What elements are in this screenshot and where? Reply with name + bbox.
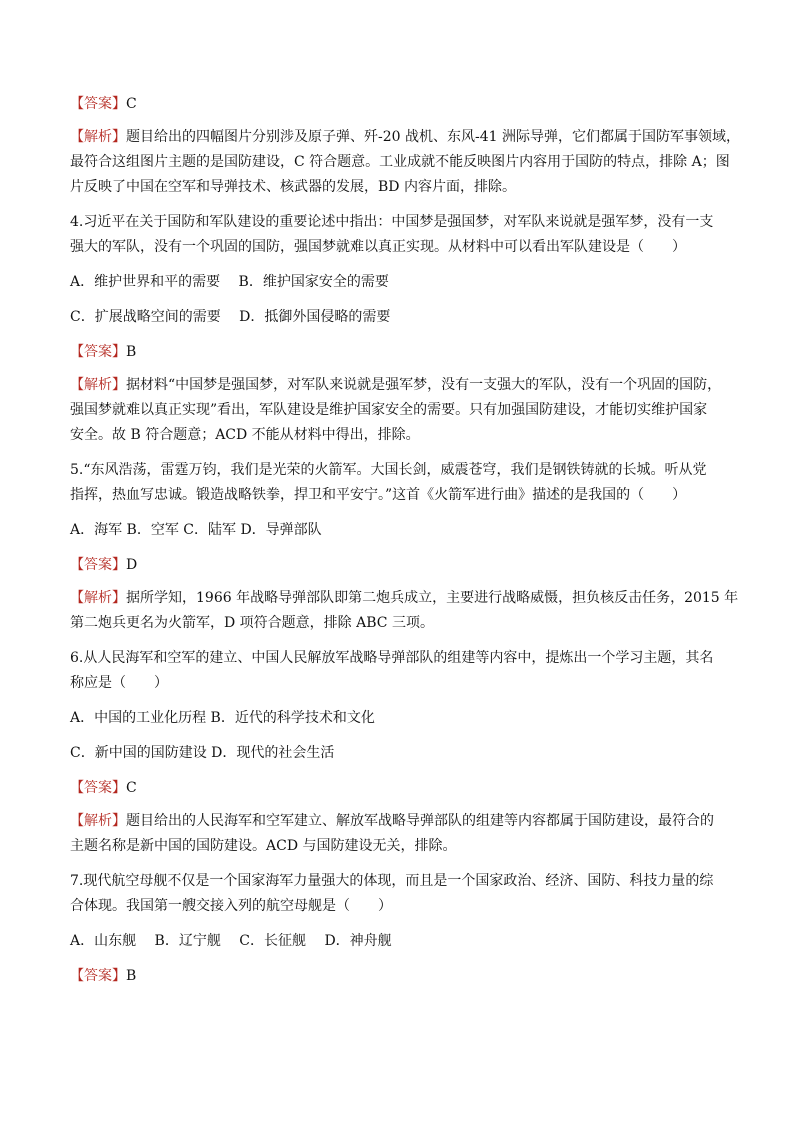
explanation xyxy=(70,586,739,636)
question-line: 7.现代航空母舰不仅是一个国家海军力量强大的体现，而且是一个国家政治、经济、国防、科技力量的综 xyxy=(70,873,714,889)
answer-line xyxy=(70,553,726,578)
options-line: A．山东舰 B．辽宁舰 C．长征舰 D．神舟舰 xyxy=(70,933,392,949)
question-5 xyxy=(70,458,726,508)
options-line: A．中国的工业化历程 B．近代的科学技术和文化 xyxy=(70,710,375,726)
options-line: C．新中国的国防建设 D．现代的社会生活 xyxy=(70,745,335,761)
explanation xyxy=(70,373,726,448)
options-line: A．海军 B．空军 C．陆军 D．导弹部队 xyxy=(70,522,322,538)
answer-line xyxy=(70,776,726,801)
answer-label: 【答案】 xyxy=(70,96,126,112)
explanation xyxy=(70,125,740,200)
explanation-label: 【解析】 xyxy=(70,813,126,829)
explanation-line: 最符合这组图片主题的是国防建设，C 符合题意。工业成就不能反映图片内容用于国防的特点，排除 A；图 xyxy=(70,154,730,170)
options-line: C．扩展战略空间的需要 D．抵御外国侵略的需要 xyxy=(70,309,391,325)
answer-line xyxy=(70,340,726,365)
explanation-line: 据所学知，1966 年战略导弹部队即第二炮兵成立，主要进行战略威慑，担负核反击任务，2015 年 xyxy=(126,590,739,606)
answer-line xyxy=(70,92,726,117)
options-line: A．维护世界和平的需要 B．维护国家安全的需要 xyxy=(70,274,389,290)
answer-label: 【答案】 xyxy=(70,344,126,360)
question-line: 5.“东风浩荡，雷霆万钧，我们是光荣的火箭军。大国长剑，威震苍穹，我们是钢铁铸就的长城。听从党 xyxy=(70,462,707,478)
question-7 xyxy=(70,869,726,919)
answer-value: B xyxy=(126,968,137,984)
explanation-label: 【解析】 xyxy=(70,377,126,393)
question-line: 4.习近平在关于国防和军队建设的重要论述中指出：中国梦是强国梦，对军队来说就是强军梦，没有一支 xyxy=(70,214,714,230)
answer-line xyxy=(70,964,726,989)
explanation-line: 片反映了中国在空军和导弹技术、核武器的发展，BD 内容片面，排除。 xyxy=(70,179,516,195)
question-6 xyxy=(70,646,726,696)
question-line: 合体现。我国第一艘交接入列的航空母舰是（ ） xyxy=(70,898,392,914)
question-line: 指挥，热血写忠诚。锻造战略铁拳，捍卫和平安宁。”这首《火箭军进行曲》描述的是我国的（ ） xyxy=(70,487,687,503)
explanation-label: 【解析】 xyxy=(70,590,126,606)
explanation-line: 安全。故 B 符合题意；ACD 不能从材料中得出，排除。 xyxy=(70,427,420,443)
explanation-line: 题目给出的人民海军和空军建立、解放军战略导弹部队的组建等内容都属于国防建设，最符合的 xyxy=(126,813,714,829)
question-line: 强大的军队，没有一个巩固的国防，强国梦就难以真正实现。从材料中可以看出军队建设是（ ） xyxy=(70,239,686,255)
explanation-line: 强国梦就难以真正实现”看出，军队建设是维护国家安全的需要。只有加强国防建设，才能切实维护国家 xyxy=(70,402,708,418)
answer-value: D xyxy=(126,557,138,573)
answer-value: C xyxy=(126,780,137,796)
explanation-line: 据材料“中国梦是强国梦，对军队来说就是强军梦，没有一支强大的军队，没有一个巩固的国防， xyxy=(126,377,722,393)
explanation-line: 第二炮兵更名为火箭军，D 项符合题意，排除 ABC 三项。 xyxy=(70,615,434,631)
answer-value: C xyxy=(126,96,137,112)
answer-label: 【答案】 xyxy=(70,780,126,796)
question-line: 称应是（ ） xyxy=(70,675,168,691)
explanation-label: 【解析】 xyxy=(70,129,126,145)
explanation-line: 题目给出的四幅图片分别涉及原子弹、歼-20 战机、东风-41 洲际导弹，它们都属于国防军事领域， xyxy=(126,129,740,145)
answer-label: 【答案】 xyxy=(70,557,126,573)
question-line: 6.从人民海军和空军的建立、中国人民解放军战略导弹部队的组建等内容中，提炼出一个学习主题，其名 xyxy=(70,650,714,666)
answer-value: B xyxy=(126,344,137,360)
question-4 xyxy=(70,210,726,260)
explanation-line: 主题名称是新中国的国防建设。ACD 与国防建设无关，排除。 xyxy=(70,838,457,854)
explanation xyxy=(70,809,726,859)
answer-label: 【答案】 xyxy=(70,968,126,984)
